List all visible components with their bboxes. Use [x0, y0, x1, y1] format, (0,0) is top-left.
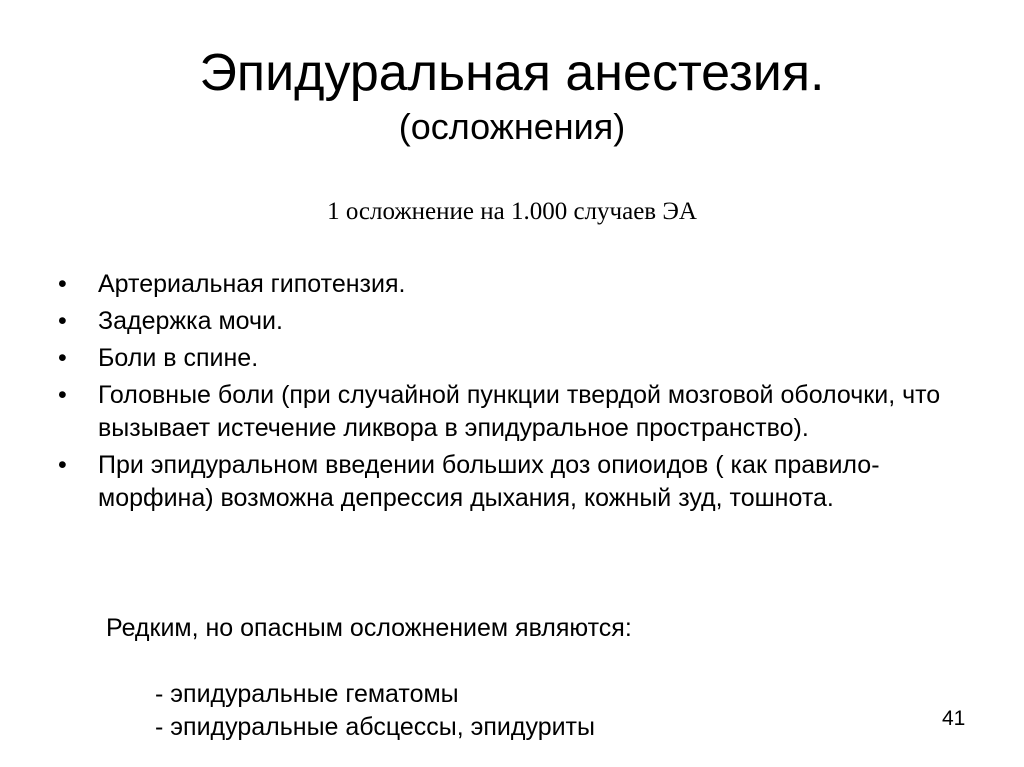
- bullet-marker: •: [58, 344, 67, 372]
- complication-item: [58, 379, 958, 445]
- rare-complications-heading: Редким, но опасным осложнением являются:: [106, 614, 632, 642]
- complication-item: [58, 305, 958, 338]
- rare-complications-list: [155, 678, 595, 744]
- bullet-marker: •: [58, 307, 67, 335]
- complication-text: Боли в спине.: [98, 344, 259, 372]
- complication-item: [58, 449, 958, 515]
- bullet-marker: •: [58, 270, 67, 298]
- complication-item: [58, 268, 958, 301]
- page-number: 41: [942, 707, 966, 730]
- complication-text: При эпидуральном введении больших доз опиоидов ( как правило- морфина) возможна депрессия дыхания, кожный зуд, тошнота.: [98, 451, 880, 512]
- complication-text: Артериальная гипотензия.: [98, 270, 406, 298]
- bullet-marker: •: [58, 451, 67, 479]
- rare-complication-item: - эпидуральные абсцессы, эпидуриты: [155, 713, 595, 741]
- statistic-line: 1 осложнение на 1.000 случаев ЭА: [327, 198, 697, 225]
- bullet-marker: •: [58, 381, 67, 409]
- complication-item: [58, 342, 958, 375]
- slide-subtitle: (осложнения): [398, 106, 626, 147]
- complication-text: Задержка мочи.: [98, 307, 283, 335]
- slide-title: Эпидуральная анестезия.: [199, 44, 825, 102]
- rare-complication-item: - эпидуральные гематомы: [155, 680, 459, 708]
- complication-text: Головные боли (при случайной пункции твердой мозговой оболочки, что вызывает истечение ликвора в эпидуральное пространство).: [98, 381, 941, 442]
- complications-list: [58, 268, 958, 519]
- title-block: [0, 42, 1024, 150]
